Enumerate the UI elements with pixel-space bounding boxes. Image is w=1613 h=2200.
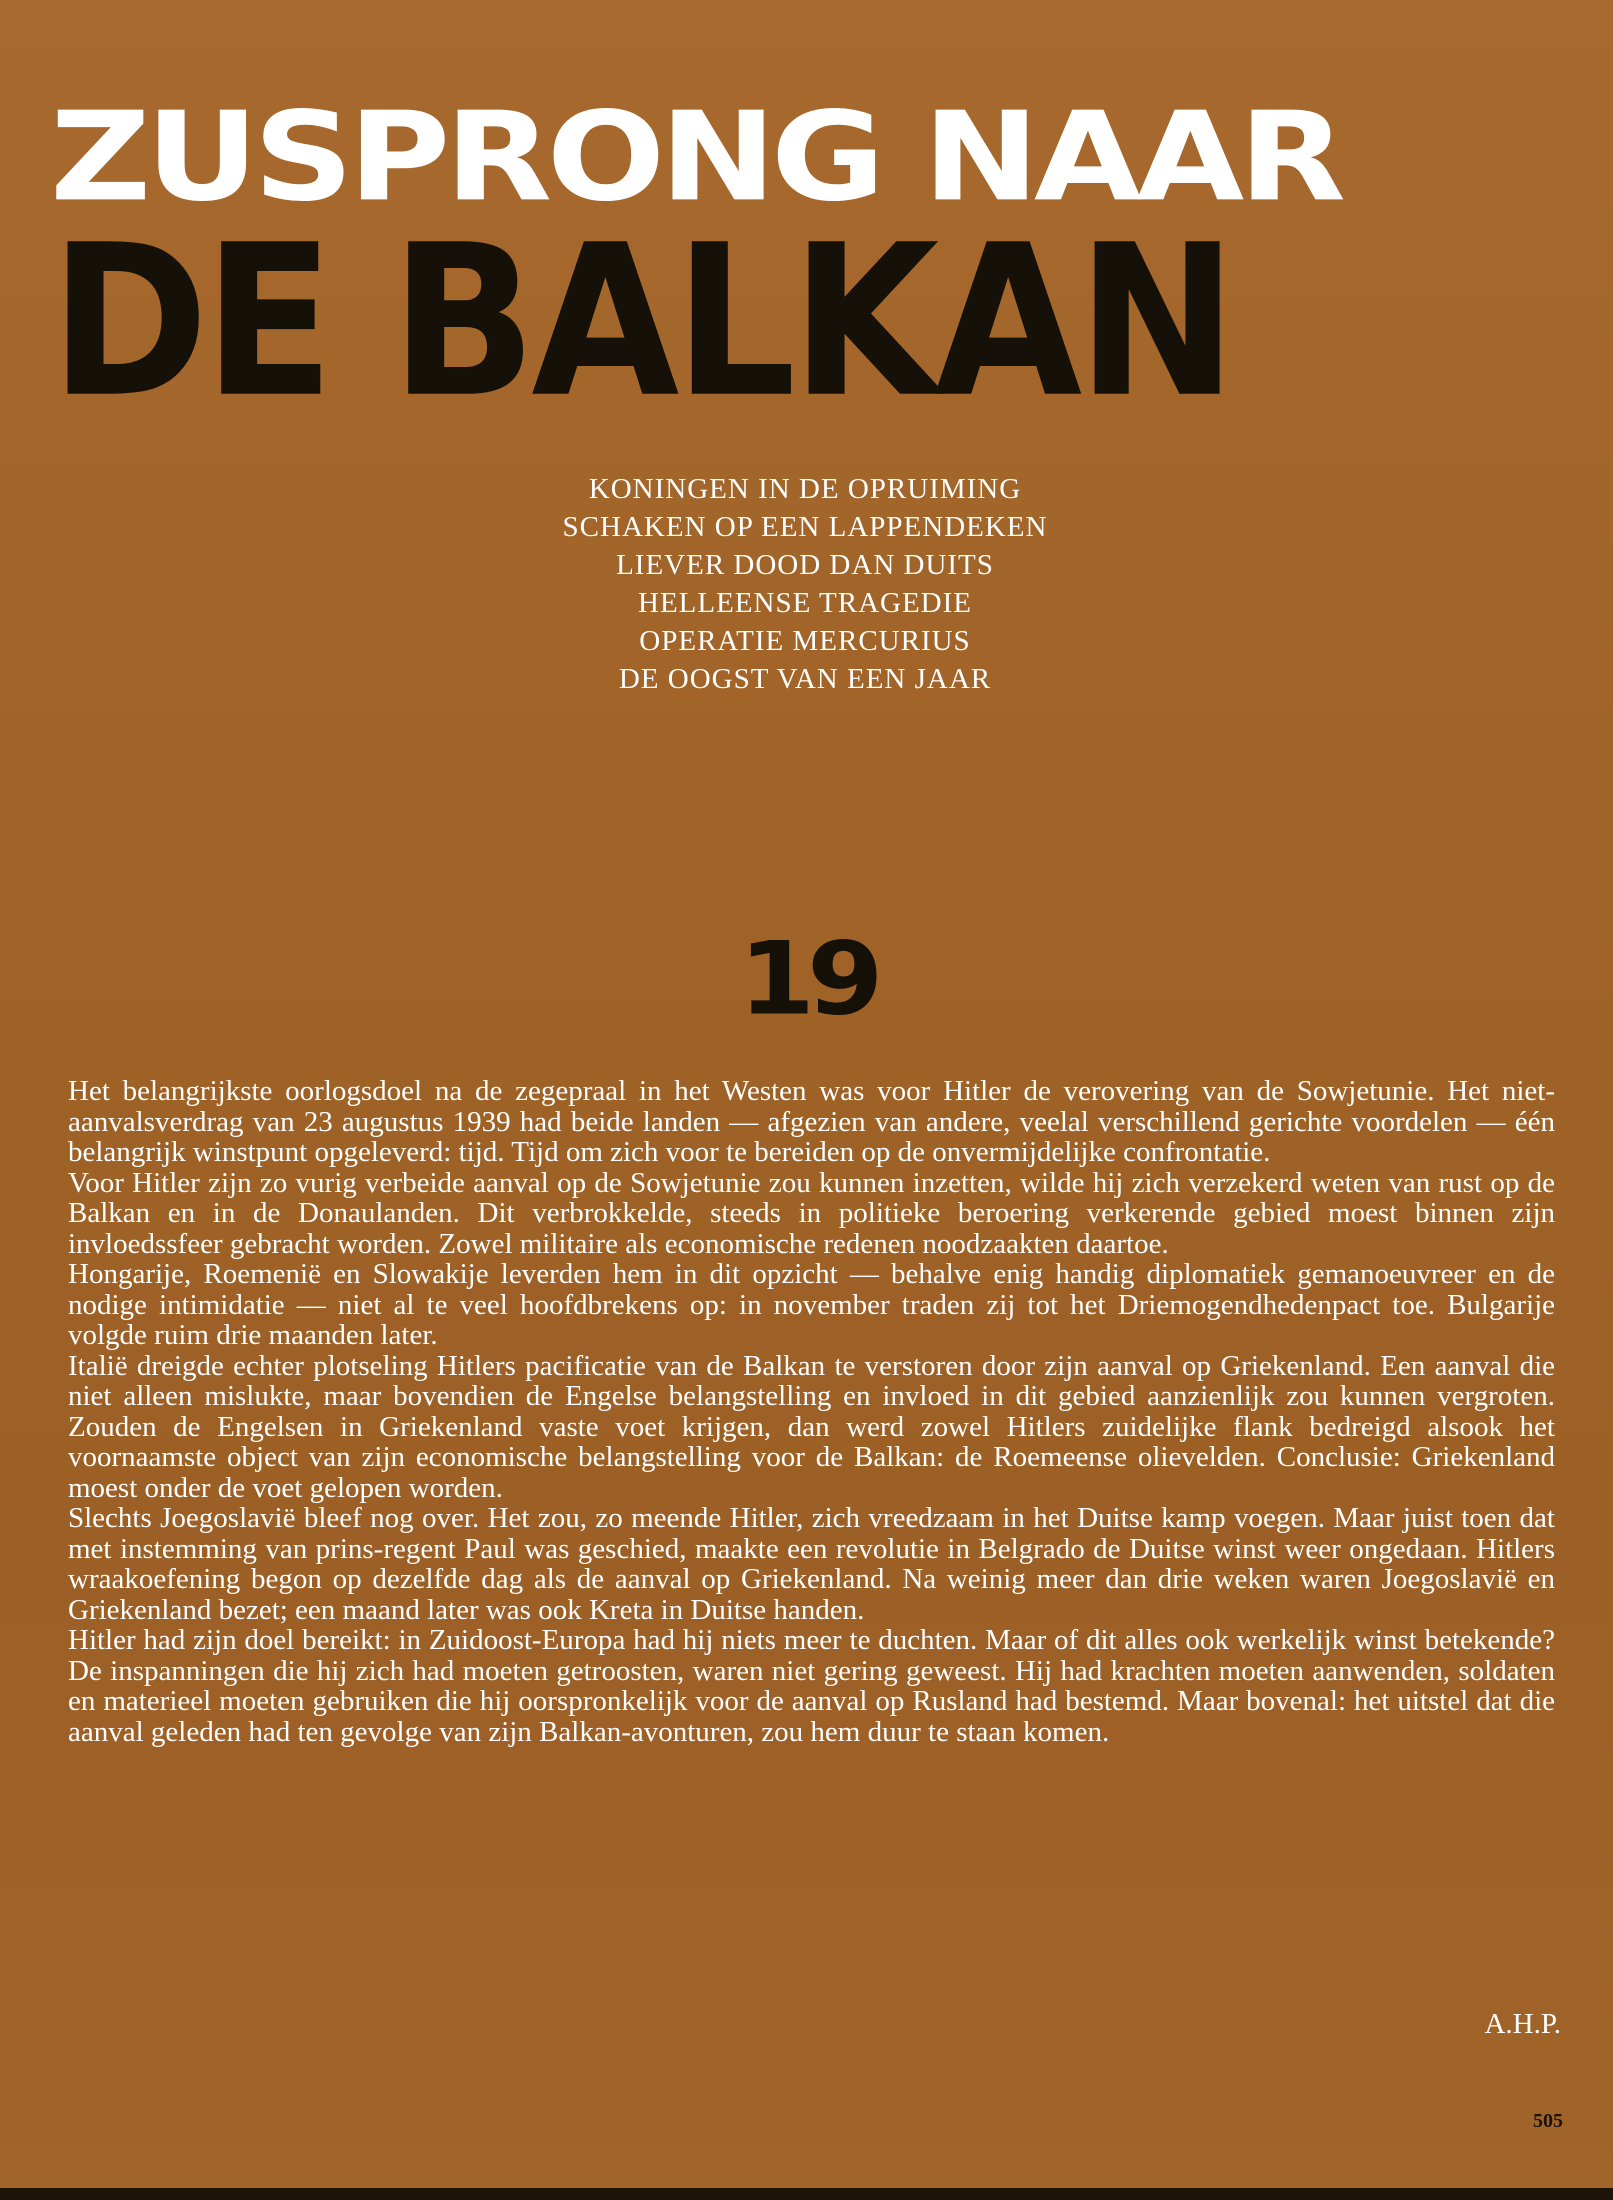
paragraph: Het belangrijkste oorlogsdoel na de zegepraal in het Westen was voor Hitler de verovering van de Sowjetunie. Het niet-aanvalsverdrag van 23 augustus 1939 had beide landen — afgezien van andere, veelal verschillend gerichte voordelen — één belangrijk winstpunt opgeleverd: tijd. Tijd om zich voor te bereiden op de onvermijdelijke confrontatie. (68, 1075, 1555, 1168)
intro-text (68, 1076, 1555, 1747)
issue-number: 19 (738, 919, 876, 1038)
chapter-item: OPERATIE MERCURIUS (639, 625, 971, 657)
paragraph: Italië dreigde echter plotseling Hitlers pacificatie van de Balkan te verstoren door zijn aanval op Griekenland. Een aanval die niet alleen mislukte, maar bovendien de Engelse belangstelling en invloed in dit gebied aanzienlijk zou kunnen vergroten. Zouden de Engelsen in Griekenland vaste voet krijgen, dan werd zowel Hitlers zuidelijke flank bedreigd alsook het voornaamste object van zijn economische belangstelling voor de Balkan: de Roemeense olievelden. Conclusie: Griekenland moest onder de voet gelopen worden. (68, 1349, 1555, 1504)
chapter-item: SCHAKEN OP EEN LAPPENDEKEN (562, 511, 1048, 543)
paragraph: Slechts Joegoslavië bleef nog over. Het zou, zo meende Hitler, zich vreedzaam in het Duitse kamp voegen. Maar juist toen dat met instemming van prins-regent Paul was geschied, maakte een revolutie in Belgrado de Duitse winst weer ongedaan. Hitlers wraakoefening begon op dezelfde dag als de aanval op Griekenland. Na weinig meer dan drie weken waren Joegoslavië en Griekenland bezet; een maand later was ook Kreta in Duitse handen. (68, 1502, 1555, 1626)
chapter-list (430, 470, 1180, 698)
paragraph: Voor Hitler zijn zo vurig verbeide aanval op de Sowjetunie zou kunnen inzetten, wilde hij zich verzekerd weten van rust op de Balkan en in de Donaulanden. Dit verbrokkelde, steeds in politieke beroering verkerende gebied moest binnen zijn invloedssfeer gebracht worden. Zowel militaire als economische redenen noodzaakten daartoe. (68, 1166, 1555, 1260)
author-initials: A.H.P. (1484, 2008, 1561, 2040)
page-edge-divider (0, 2188, 1613, 2200)
paragraph: Hongarije, Roemenië en Slowakije leverden hem in dit opzicht — behalve enig handig diplomatiek gemanoeuvreer en de nodige intimidatie — niet al te veel hoofdbrekens op: in november traden zij tot het Driemogendhedenpact toe. Bulgarije volgde ruim drie maanden later. (68, 1258, 1555, 1351)
title-line-1: ZUSPRONG NAAR (50, 86, 1341, 229)
page-number: 505 (1533, 2110, 1563, 2132)
paragraph: Hitler had zijn doel bereikt: in Zuidoost-Europa had hij niets meer te duchten. Maar of dit alles ook werkelijk winst betekende? De inspanningen die hij zich had moeten getroosten, waren niet gering geweest. Hij had krachten moeten aanwenden, soldaten en materieel moeten gebruiken die hij oorspronkelijk voor de aanval op Rusland had bestemd. Maar bovenal: het uitstel dat die aanval geleden had ten gevolge van zijn Balkan-avonturen, zou hem duur te staan komen. (68, 1624, 1555, 1748)
chapter-item: HELLEENSE TRAGEDIE (638, 587, 972, 619)
chapter-item: LIEVER DOOD DAN DUITS (616, 549, 994, 581)
chapter-item: DE OOGST VAN EEN JAAR (618, 663, 992, 695)
chapter-item: KONINGEN IN DE OPRUIMING (588, 473, 1022, 505)
title-line-2: DE BALKAN (50, 200, 1233, 444)
